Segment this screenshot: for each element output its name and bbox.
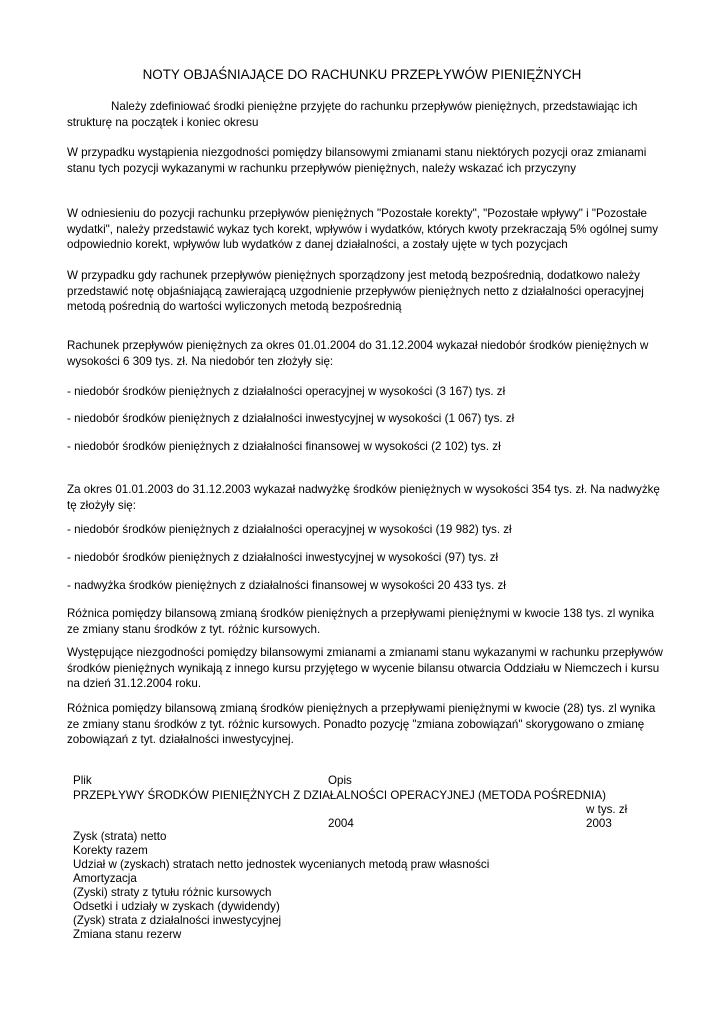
table-year-2003: 2003 — [586, 817, 612, 830]
paragraph-cash-definition: Należy zdefiniować środki pieniężne przyjęte do rachunku przepływów pieniężnych, przedstawiając ich strukturę na początek i koniec okresu — [67, 100, 638, 129]
document-title: NOTY OBJAŚNIAJĄCE DO RACHUNKU PRZEPŁYWÓW PIENIĘŻNYCH — [142, 67, 582, 82]
table-row: Udział w (zyskach) stratach netto jednostek wycenianych metodą praw własności — [73, 858, 490, 871]
list-item-2003-operating: - niedobór środków pieniężnych z działalności operacyjnej w wysokości (19 982) tys. zł — [67, 523, 512, 536]
paragraph-other-items: W odniesieniu do pozycji rachunku przepływów pieniężnych "Pozostałe korekty", "Pozostałe wpływy" i "Pozostałe wydatki", należy przedstawić wykaz tych korekt, wpływów i wydatków, których kwoty przekraczają 5% ogólnej sumy odpowiednio korekt, wpływów lub wydatków z danej działalności, a zostały ujęte w tych pozycjach — [67, 207, 659, 252]
table-row: Amortyzacja — [73, 872, 137, 885]
table-row: Odsetki i udziały w zyskach (dywidendy) — [73, 900, 280, 913]
paragraph-exchange-rate: Występujące niezgodności pomiędzy bilansowymi zmianami a zmianami stanu wykazanymi w rachunku przepływów środków pieniężnych wynikają z innego kursu przyjętego w wycenie bilansu otwarcia Oddziału w Niemczech i kursu na dzień 31.12.2004 roku. — [67, 646, 663, 691]
table-row: Korekty razem — [73, 844, 148, 857]
list-item-2004-investing: - niedobór środków pieniężnych z działalności inwestycyjnej w wysokości (1 067) tys. zł — [67, 412, 515, 425]
table-col-desc: Opis — [328, 774, 352, 787]
table-heading: PRZEPŁYWY ŚRODKÓW PIENIĘŻNYCH Z DZIAŁALNOŚCI OPERACYJNEJ (METODA POŚREDNIA) — [73, 789, 606, 802]
table-col-file: Plik — [73, 774, 92, 787]
paragraph-direct-method: W przypadku gdy rachunek przepływów pieniężnych sporządzony jest metodą bezpośrednią, dodatkowo należy przedstawić notę objaśniającą zawierającą uzgodnienie przepływów pieniężnych netto z działalności operacyjnej metodą pośrednią do wartości wyliczonych metodą bezpośrednią — [67, 269, 644, 314]
table-row: (Zyski) straty z tytułu różnic kursowych — [73, 886, 272, 899]
paragraph-difference-28: Różnica pomiędzy bilansową zmianą środków pieniężnych a przepływami pieniężnymi w kwocie (28) tys. zl wynika ze zmiany stanu środków z tyt. różnic kursowych. Ponadto pozycję "zmiana zobowiązań" skorygowano o zmianę zobowiązań z tyt. działalności inwestycyjnej. — [67, 702, 656, 747]
paragraph-difference-138: Różnica pomiędzy bilansową zmianą środków pieniężnych a przepływami pieniężnymi w kwocie 138 tys. zl wynika ze zmiany stanu środków z tyt. różnic kursowych. — [67, 607, 655, 636]
list-item-2003-investing: - niedobór środków pieniężnych z działalności inwestycyjnej w wysokości (97) tys. zł — [67, 551, 499, 564]
table-unit: w tys. zł — [586, 803, 628, 816]
table-row: Zysk (strata) netto — [73, 830, 167, 843]
table-row: Zmiana stanu rezerw — [73, 928, 182, 941]
paragraph-2003-surplus: Za okres 01.01.2003 do 31.12.2003 wykazał nadwyżkę środków pieniężnych w wysokości 354 tys. zł. Na nadwyżkę tę złożyły się: — [67, 483, 660, 512]
paragraph-inconsistencies: W przypadku wystąpienia niezgodności pomiędzy bilansowymi zmianami stanu niektórych pozycji oraz zmianami stanu tych pozycji wykazanymi w rachunku przepływów pieniężnych, należy wskazać ich przyczyny — [67, 146, 647, 175]
table-row: (Zysk) strata z działalności inwestycyjnej — [73, 914, 282, 927]
paragraph-2004-deficit: Rachunek przepływów pieniężnych za okres 01.01.2004 do 31.12.2004 wykazał niedobór środków pieniężnych w wysokości 6 309 tys. zł. Na niedobór ten złożyły się: — [67, 339, 649, 368]
list-item-2004-operating: - niedobór środków pieniężnych z działalności operacyjnej w wysokości (3 167) tys. zł — [67, 385, 506, 398]
list-item-2003-financing: - nadwyżka środków pieniężnych z działalności finansowej w wysokości 20 433 tys. zł — [67, 579, 506, 592]
table-year-2004: 2004 — [328, 817, 354, 830]
list-item-2004-financing: - niedobór środków pieniężnych z działalności finansowej w wysokości (2 102) tys. zł — [67, 440, 501, 453]
